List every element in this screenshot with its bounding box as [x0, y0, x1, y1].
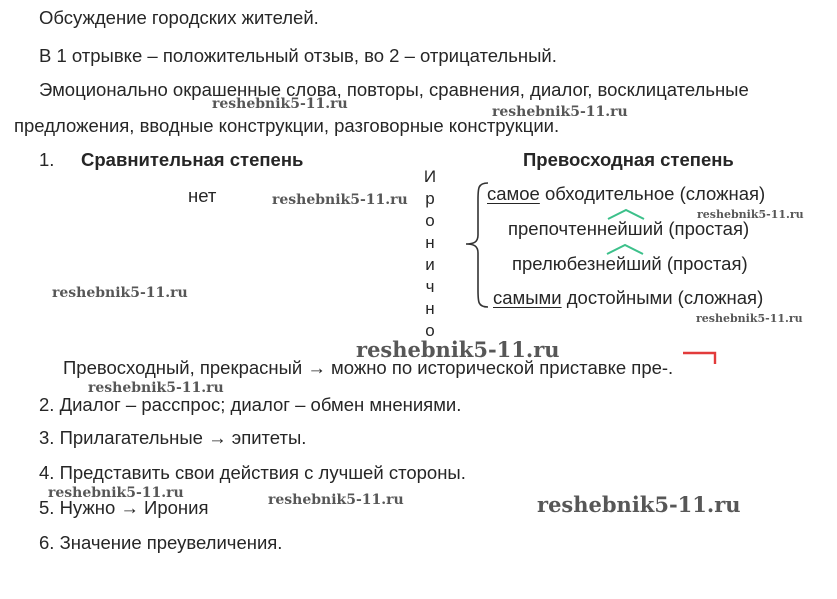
answer-3: 3. Прилагательные → эпитеты.: [39, 427, 307, 448]
vertical-word: [421, 166, 439, 342]
answer-2: 2. Диалог – расспрос; диалог – обмен мнениями.: [39, 394, 462, 415]
line-1: Обсуждение городских жителей.: [39, 7, 319, 28]
suffix-marked: ейш: [607, 218, 642, 239]
watermark: reshebnik5-11.ru: [268, 492, 404, 508]
vertical-letter: ч: [425, 277, 435, 296]
watermark: reshebnik5-11.ru: [48, 485, 184, 501]
watermark: reshebnik5-11.ru: [272, 192, 408, 208]
comparative-heading: Сравнительная степень: [81, 149, 304, 170]
vertical-letter: о: [425, 321, 435, 340]
vertical-letter: и: [425, 255, 435, 274]
suffix-arc-mark: [606, 209, 646, 221]
watermark: reshebnik5-11.ru: [212, 96, 348, 112]
answer-6: 6. Значение преувеличения.: [39, 532, 283, 553]
superlative-item-4: самыми достойными (сложная): [493, 287, 764, 308]
vertical-letter: н: [425, 299, 435, 318]
superlative-heading: Превосходная степень: [523, 149, 734, 170]
watermark: reshebnik5-11.ru: [88, 380, 224, 396]
line-4: предложения, вводные конструкции, разговорные конструкции.: [14, 115, 560, 136]
note-line: Превосходный, прекрасный → можно по исторической приставке пре-.: [63, 357, 674, 378]
watermark: reshebnik5-11.ru: [356, 337, 560, 362]
watermark: reshebnik5-11.ru: [537, 492, 741, 517]
suffix-marked: ейш: [606, 253, 641, 274]
vertical-letter: р: [425, 189, 435, 208]
superlative-item-3: прелюбезнейш ий (простая): [512, 253, 748, 275]
answer-5: 5. Нужно → Ирония: [39, 497, 209, 518]
vertical-letter: н: [425, 233, 435, 252]
vertical-letter: И: [423, 167, 437, 186]
watermark: reshebnik5-11.ru: [492, 104, 628, 120]
suffix-arc-mark: [605, 244, 645, 256]
watermark: reshebnik5-11.ru: [697, 208, 804, 221]
watermark: reshebnik5-11.ru: [52, 285, 188, 301]
prefix-mark: [683, 351, 717, 365]
superlative-item-2: препочтеннейш ий (простая): [508, 218, 749, 240]
comparative-value: нет: [188, 185, 217, 206]
superlative-item-1: самое обходительное (сложная): [487, 183, 766, 204]
section-number: 1.: [39, 149, 55, 170]
vertical-letter: о: [425, 211, 435, 230]
line-2: В 1 отрывке – положительный отзыв, во 2 – отрицательный.: [39, 45, 557, 66]
watermark: reshebnik5-11.ru: [696, 312, 803, 325]
answer-4: 4. Представить свои действия с лучшей стороны.: [39, 462, 466, 483]
line-3: Эмоционально окрашенные слова, повторы, сравнения, диалог, восклицательные: [39, 79, 749, 100]
